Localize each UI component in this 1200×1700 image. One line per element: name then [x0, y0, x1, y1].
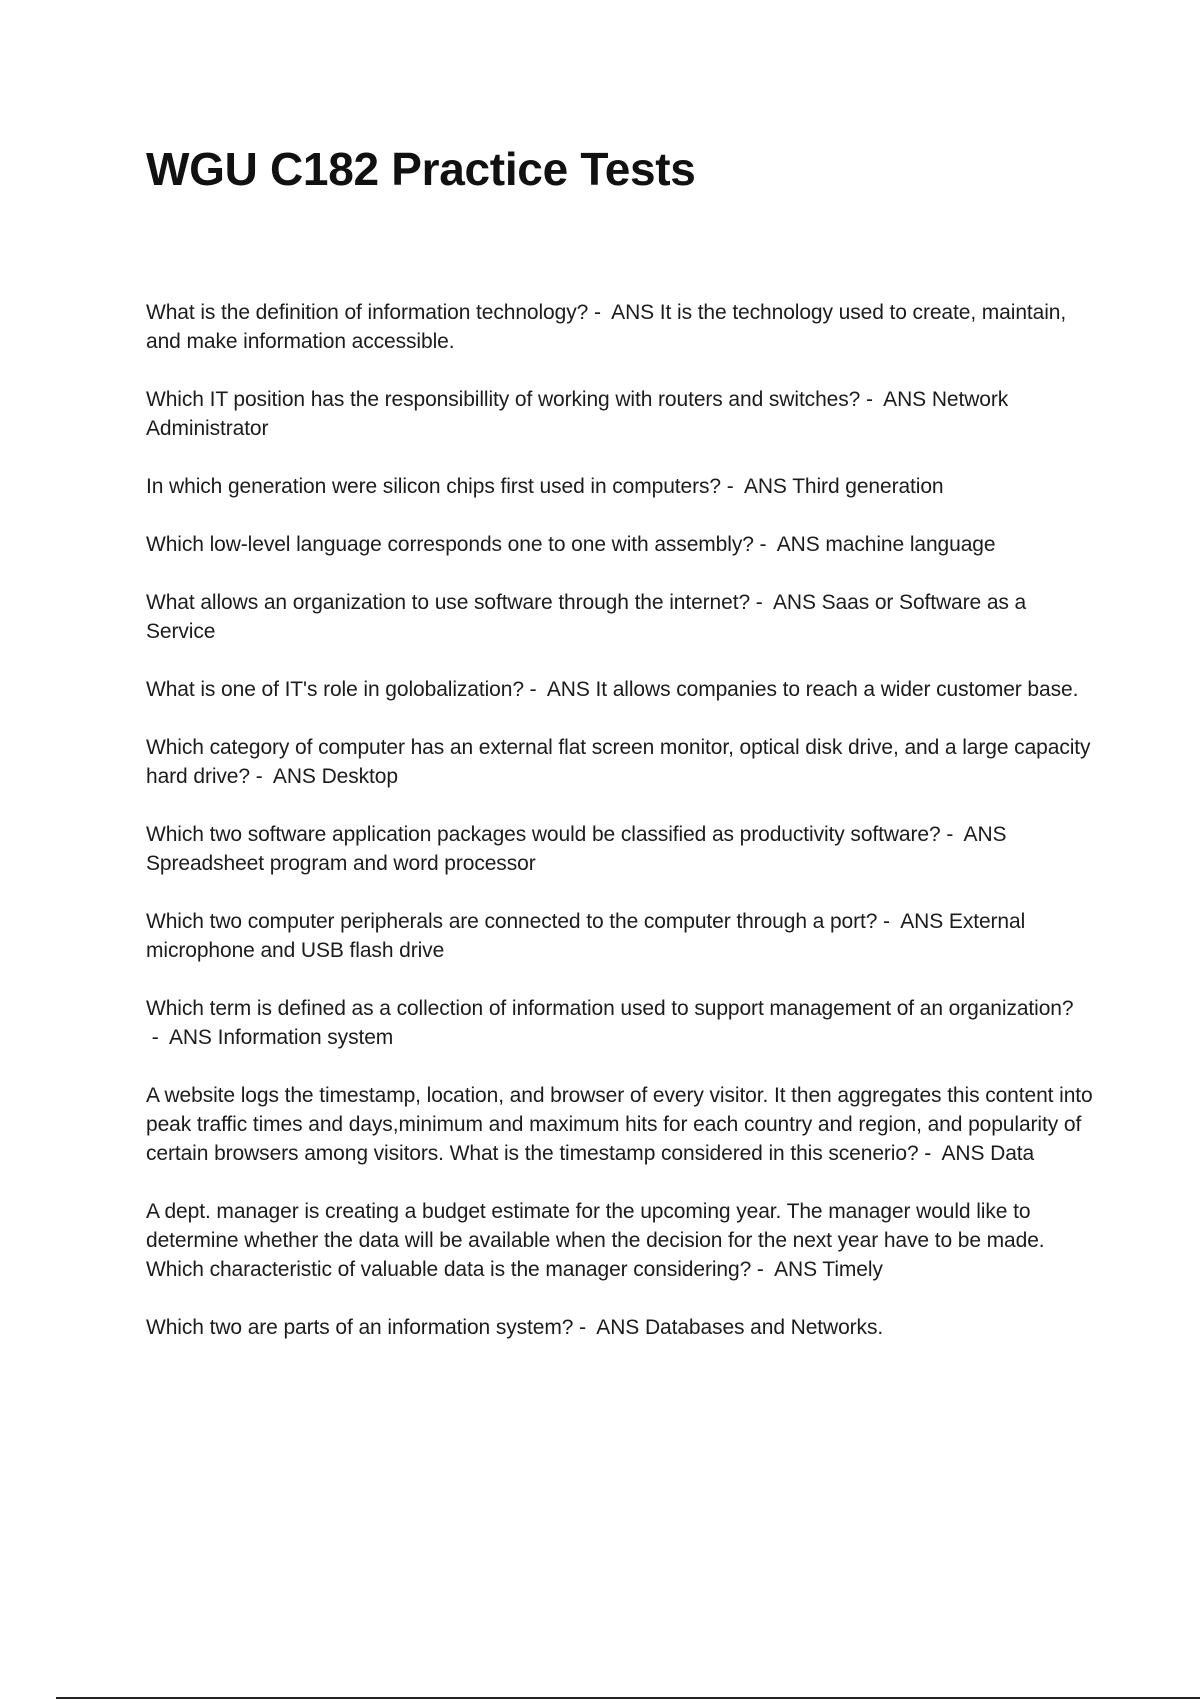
answer-text: Network Administrator [146, 388, 1009, 440]
question-text: Which two computer peripherals are connected to the computer through a port? [146, 910, 878, 933]
qa-item [146, 472, 1096, 501]
answer-label: ANS [546, 678, 590, 701]
question-text: In which generation were silicon chips first used in computers? [146, 475, 721, 498]
question-text: Which IT position has the responsibillity of working with routers and switches? [146, 388, 861, 411]
qa-item [146, 1313, 1096, 1342]
qa-item [146, 385, 1096, 443]
separator: - [940, 823, 964, 846]
separator: - [146, 1026, 169, 1049]
answer-label: ANS [596, 1316, 640, 1339]
question-text: What is the definition of information technology? [146, 301, 589, 324]
answer-text: External microphone and USB flash drive [146, 910, 1026, 962]
separator: - [249, 765, 273, 788]
answer-text: Spreadsheet program and word processor [146, 852, 536, 875]
question-text: Which category of computer has an external flat screen monitor, optical disk drive, and a large capacity hard drive? [146, 736, 1091, 788]
qa-item [146, 820, 1096, 878]
separator: - [720, 475, 744, 498]
question-text: A dept. manager is creating a budget estimate for the upcoming year. The manager would like to determine whether the data will be available when the decision for the next year have to be made. Which characteristic of valuable data is the manager considering? [146, 1200, 1045, 1281]
separator: - [753, 533, 777, 556]
separator: - [860, 388, 884, 411]
separator: - [751, 1258, 775, 1281]
qa-item [146, 1197, 1096, 1284]
question-text: Which two are parts of an information system? [146, 1316, 574, 1339]
page-title: WGU C182 Practice Tests [146, 143, 696, 195]
question-text: Which term is defined as a collection of information used to support management of an organization? [146, 997, 1074, 1020]
question-text: What allows an organization to use software through the internet? [146, 591, 751, 614]
separator: - [877, 910, 901, 933]
qa-item [146, 675, 1096, 704]
answer-label: ANS [776, 533, 820, 556]
answer-label: ANS [900, 910, 944, 933]
answer-text: Timely [822, 1258, 883, 1281]
answer-label: ANS [963, 823, 1007, 846]
answer-label: ANS [883, 388, 927, 411]
answer-text: machine language [825, 533, 996, 556]
qa-item [146, 1081, 1096, 1168]
answer-text: Third generation [792, 475, 944, 498]
answer-label: ANS [941, 1142, 985, 1165]
answer-label: ANS [772, 591, 816, 614]
answer-label: ANS [743, 475, 787, 498]
answer-text: Saas or Software as a Service [146, 591, 1027, 643]
answer-text: It is the technology used to create, maintain, and make information accessible. [146, 301, 1067, 353]
qa-item [146, 994, 1096, 1052]
answer-text: Data [990, 1142, 1035, 1165]
question-text: Which low-level language corresponds one to one with assembly? [146, 533, 754, 556]
separator: - [588, 301, 612, 324]
question-text: Which two software application packages would be classified as productivity software? [146, 823, 941, 846]
separator: - [750, 591, 773, 614]
qa-item [146, 588, 1096, 646]
answer-label: ANS [272, 765, 316, 788]
qa-item [146, 530, 1096, 559]
answer-label: ANS [611, 301, 655, 324]
answer-text: Desktop [321, 765, 398, 788]
qa-list [146, 298, 1096, 1371]
question-text: A website logs the timestamp, location, and browser of every visitor. It then aggregates this content into peak traffic times and days,minimum and maximum hits for each country and region, and popularity of certain browsers among visitors. What is the timestamp considered in this scenerio? [146, 1084, 1093, 1165]
answer-text: Databases and Networks. [644, 1316, 884, 1339]
separator: - [573, 1316, 597, 1339]
separator: - [523, 678, 547, 701]
footer-divider [56, 1697, 1200, 1699]
question-text: What is one of IT's role in golobalization? [146, 678, 524, 701]
answer-label: ANS [774, 1258, 818, 1281]
answer-text: Information system [217, 1026, 394, 1049]
qa-item [146, 298, 1096, 356]
qa-item [146, 907, 1096, 965]
qa-item [146, 733, 1096, 791]
separator: - [918, 1142, 942, 1165]
answer-text: It allows companies to reach a wider customer base. [595, 678, 1079, 701]
answer-label: ANS [168, 1026, 212, 1049]
